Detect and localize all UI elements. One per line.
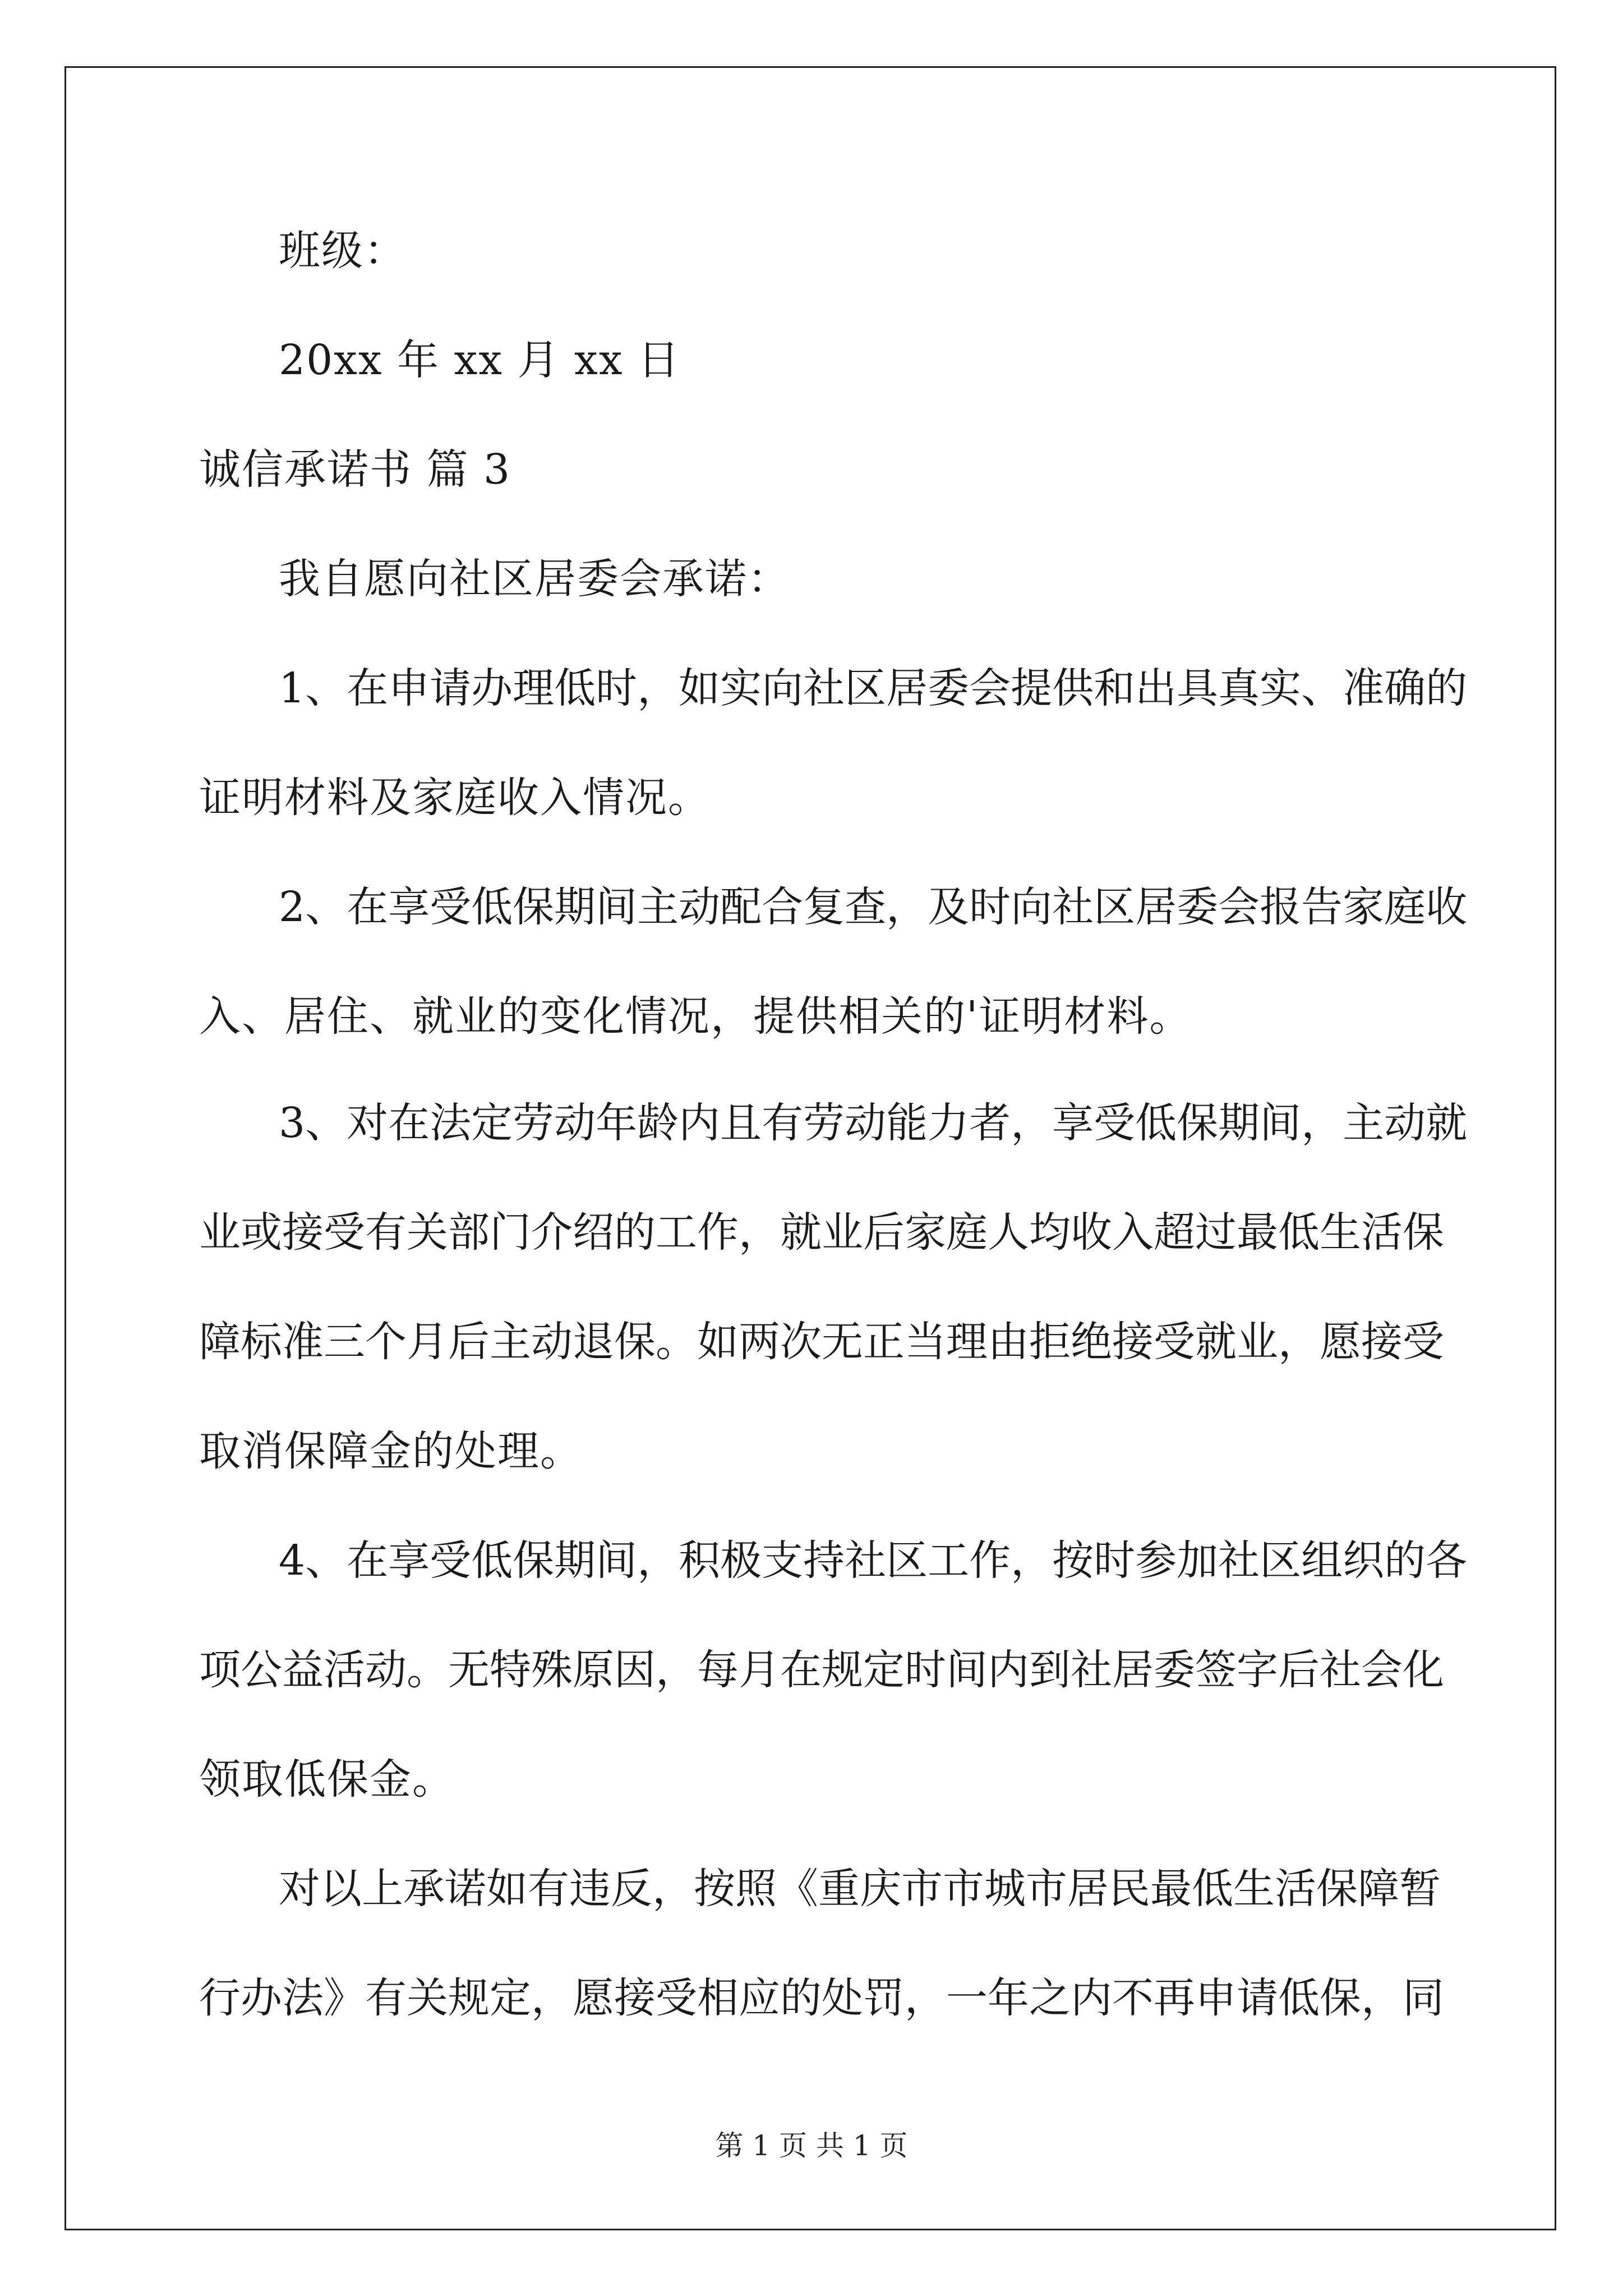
section-title: 诚信承诺书 篇 3 xyxy=(199,445,511,494)
paragraph-4-line-2: 项公益活动。无特殊原因，每月在规定时间内到社居委签字后社会化 xyxy=(199,1646,1444,1694)
paragraph-3-line-4: 取消保障金的处理。 xyxy=(199,1427,583,1475)
paragraph-2-line-1: 2、在享受低保期间主动配合复查，及时向社区居委会报告家庭收 xyxy=(279,883,1468,931)
paragraph-5-line-1: 对以上承诺如有违反，按照《重庆市市城市居民最低生活保障暂 xyxy=(279,1865,1441,1913)
date-line: 20xx 年 xx 月 xx 日 xyxy=(279,336,681,384)
page-footer: 第 1 页 共 1 页 xyxy=(715,2129,908,2162)
paragraph-4-line-1: 4、在享受低保期间，积极支持社区工作，按时参加社区组织的各 xyxy=(279,1536,1468,1585)
paragraph-3-line-2: 业或接受有关部门介绍的工作，就业后家庭人均收入超过最低生活保 xyxy=(199,1208,1444,1257)
class-label: 班级： xyxy=(279,227,407,275)
paragraph-4-line-3: 领取低保金。 xyxy=(199,1755,455,1803)
paragraph-1-line-1: 1、在申请办理低时，如实向社区居委会提供和出具真实、准确的 xyxy=(279,664,1468,712)
paragraph-5-line-2: 行办法》有关规定，愿接受相应的处罚，一年之内不再申请低保，同 xyxy=(199,1974,1444,2022)
paragraph-3-line-3: 障标准三个月后主动退保。如两次无正当理由拒绝接受就业，愿接受 xyxy=(199,1318,1444,1366)
intro-paragraph: 我自愿向社区居委会承诺： xyxy=(279,555,790,603)
paragraph-1-line-2: 证明材料及家庭收入情况。 xyxy=(199,774,711,822)
paragraph-3-line-1: 3、对在法定劳动年龄内且有劳动能力者，享受低保期间，主动就 xyxy=(279,1099,1468,1147)
paragraph-2-line-2: 入、居住、就业的变化情况，提供相关的'证明材料。 xyxy=(199,992,1192,1041)
